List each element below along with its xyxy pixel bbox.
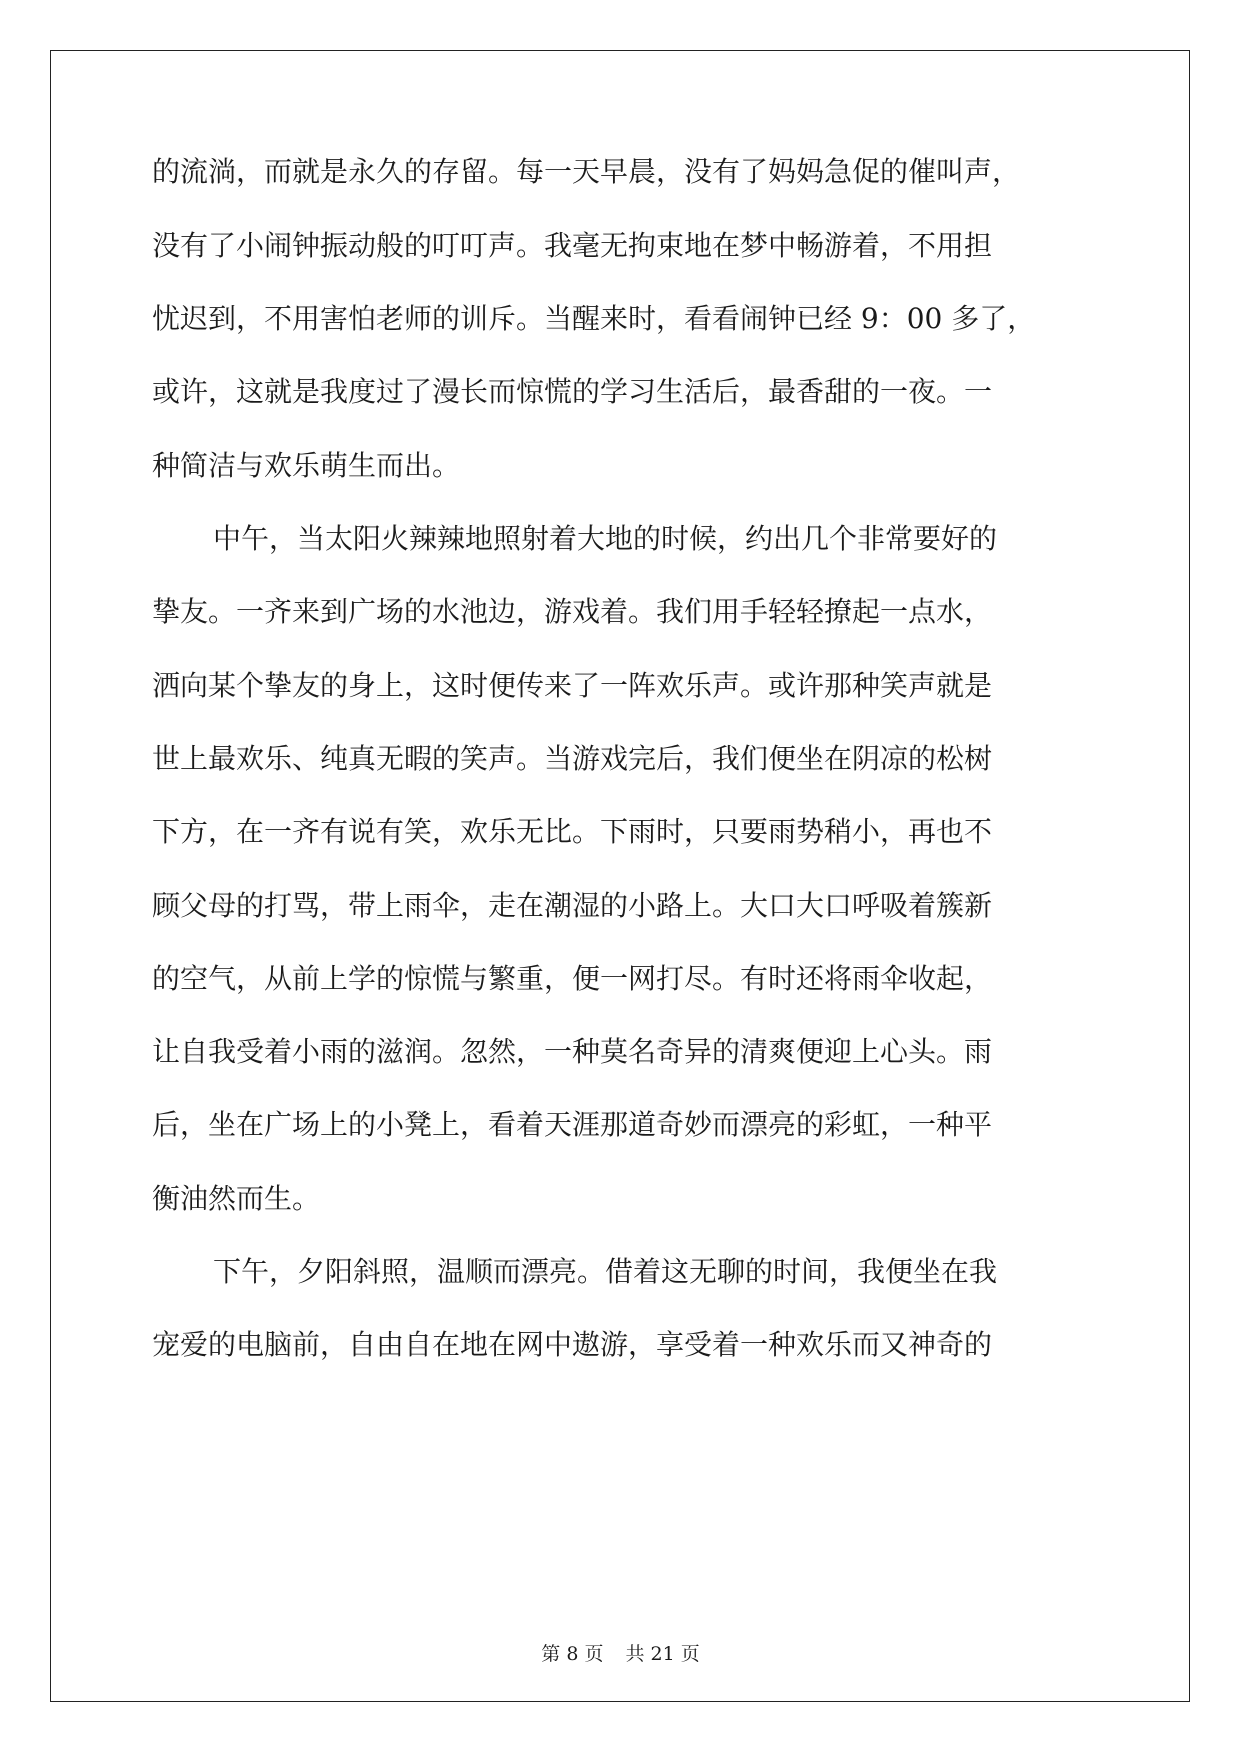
- text-line-1: 的流淌，而就是永久的存留。每一天早晨，没有了妈妈急促的催叫声，: [152, 155, 1021, 188]
- page-frame: [50, 50, 1190, 1702]
- text-line-12: 的空气，从前上学的惊慌与繁重，便一网打尽。有时还将雨伞收起，: [152, 962, 993, 995]
- total-pages-label: 共 21 页: [625, 1643, 700, 1665]
- text-line-10: 下方，在一齐有说有笑，欢乐无比。下雨时，只要雨势稍小，再也不: [152, 815, 993, 848]
- text-line-5: 种简洁与欢乐萌生而出。: [152, 449, 461, 482]
- page-footer: [0, 1639, 1241, 1666]
- text-line-9: 世上最欢乐、纯真无暇的笑声。当游戏完后，我们便坐在阴凉的松树: [152, 742, 993, 775]
- text-line-13: 让自我受着小雨的滋润。忽然，一种莫名奇异的清爽便迎上心头。雨: [152, 1035, 993, 1068]
- text-line-15: 衡油然而生。: [152, 1182, 321, 1215]
- text-line-3: 忧迟到，不用害怕老师的训斥。当醒来时，看看闹钟已经 9：00 多了，: [152, 302, 1036, 335]
- text-line-6: 中午，当太阳火辣辣地照射着大地的时候，约出几个非常要好的: [213, 522, 998, 555]
- text-line-2: 没有了小闹钟振动般的叮叮声。我毫无拘束地在梦中畅游着，不用担: [152, 229, 993, 262]
- text-line-14: 后，坐在广场上的小凳上，看着天涯那道奇妙而漂亮的彩虹，一种平: [152, 1108, 993, 1141]
- text-line-4: 或许，这就是我度过了漫长而惊慌的学习生活后，最香甜的一夜。一: [152, 375, 993, 408]
- text-line-17: 宠爱的电脑前，自由自在地在网中遨游，享受着一种欢乐而又神奇的: [152, 1328, 993, 1361]
- text-line-7: 挚友。一齐来到广场的水池边，游戏着。我们用手轻轻撩起一点水，: [152, 595, 993, 628]
- text-line-16: 下午，夕阳斜照，温顺而漂亮。借着这无聊的时间，我便坐在我: [213, 1255, 998, 1288]
- current-page-label: 第 8 页: [541, 1643, 604, 1665]
- text-line-11: 顾父母的打骂，带上雨伞，走在潮湿的小路上。大口大口呼吸着簇新: [152, 889, 993, 922]
- text-line-8: 洒向某个挚友的身上，这时便传来了一阵欢乐声。或许那种笑声就是: [152, 669, 993, 702]
